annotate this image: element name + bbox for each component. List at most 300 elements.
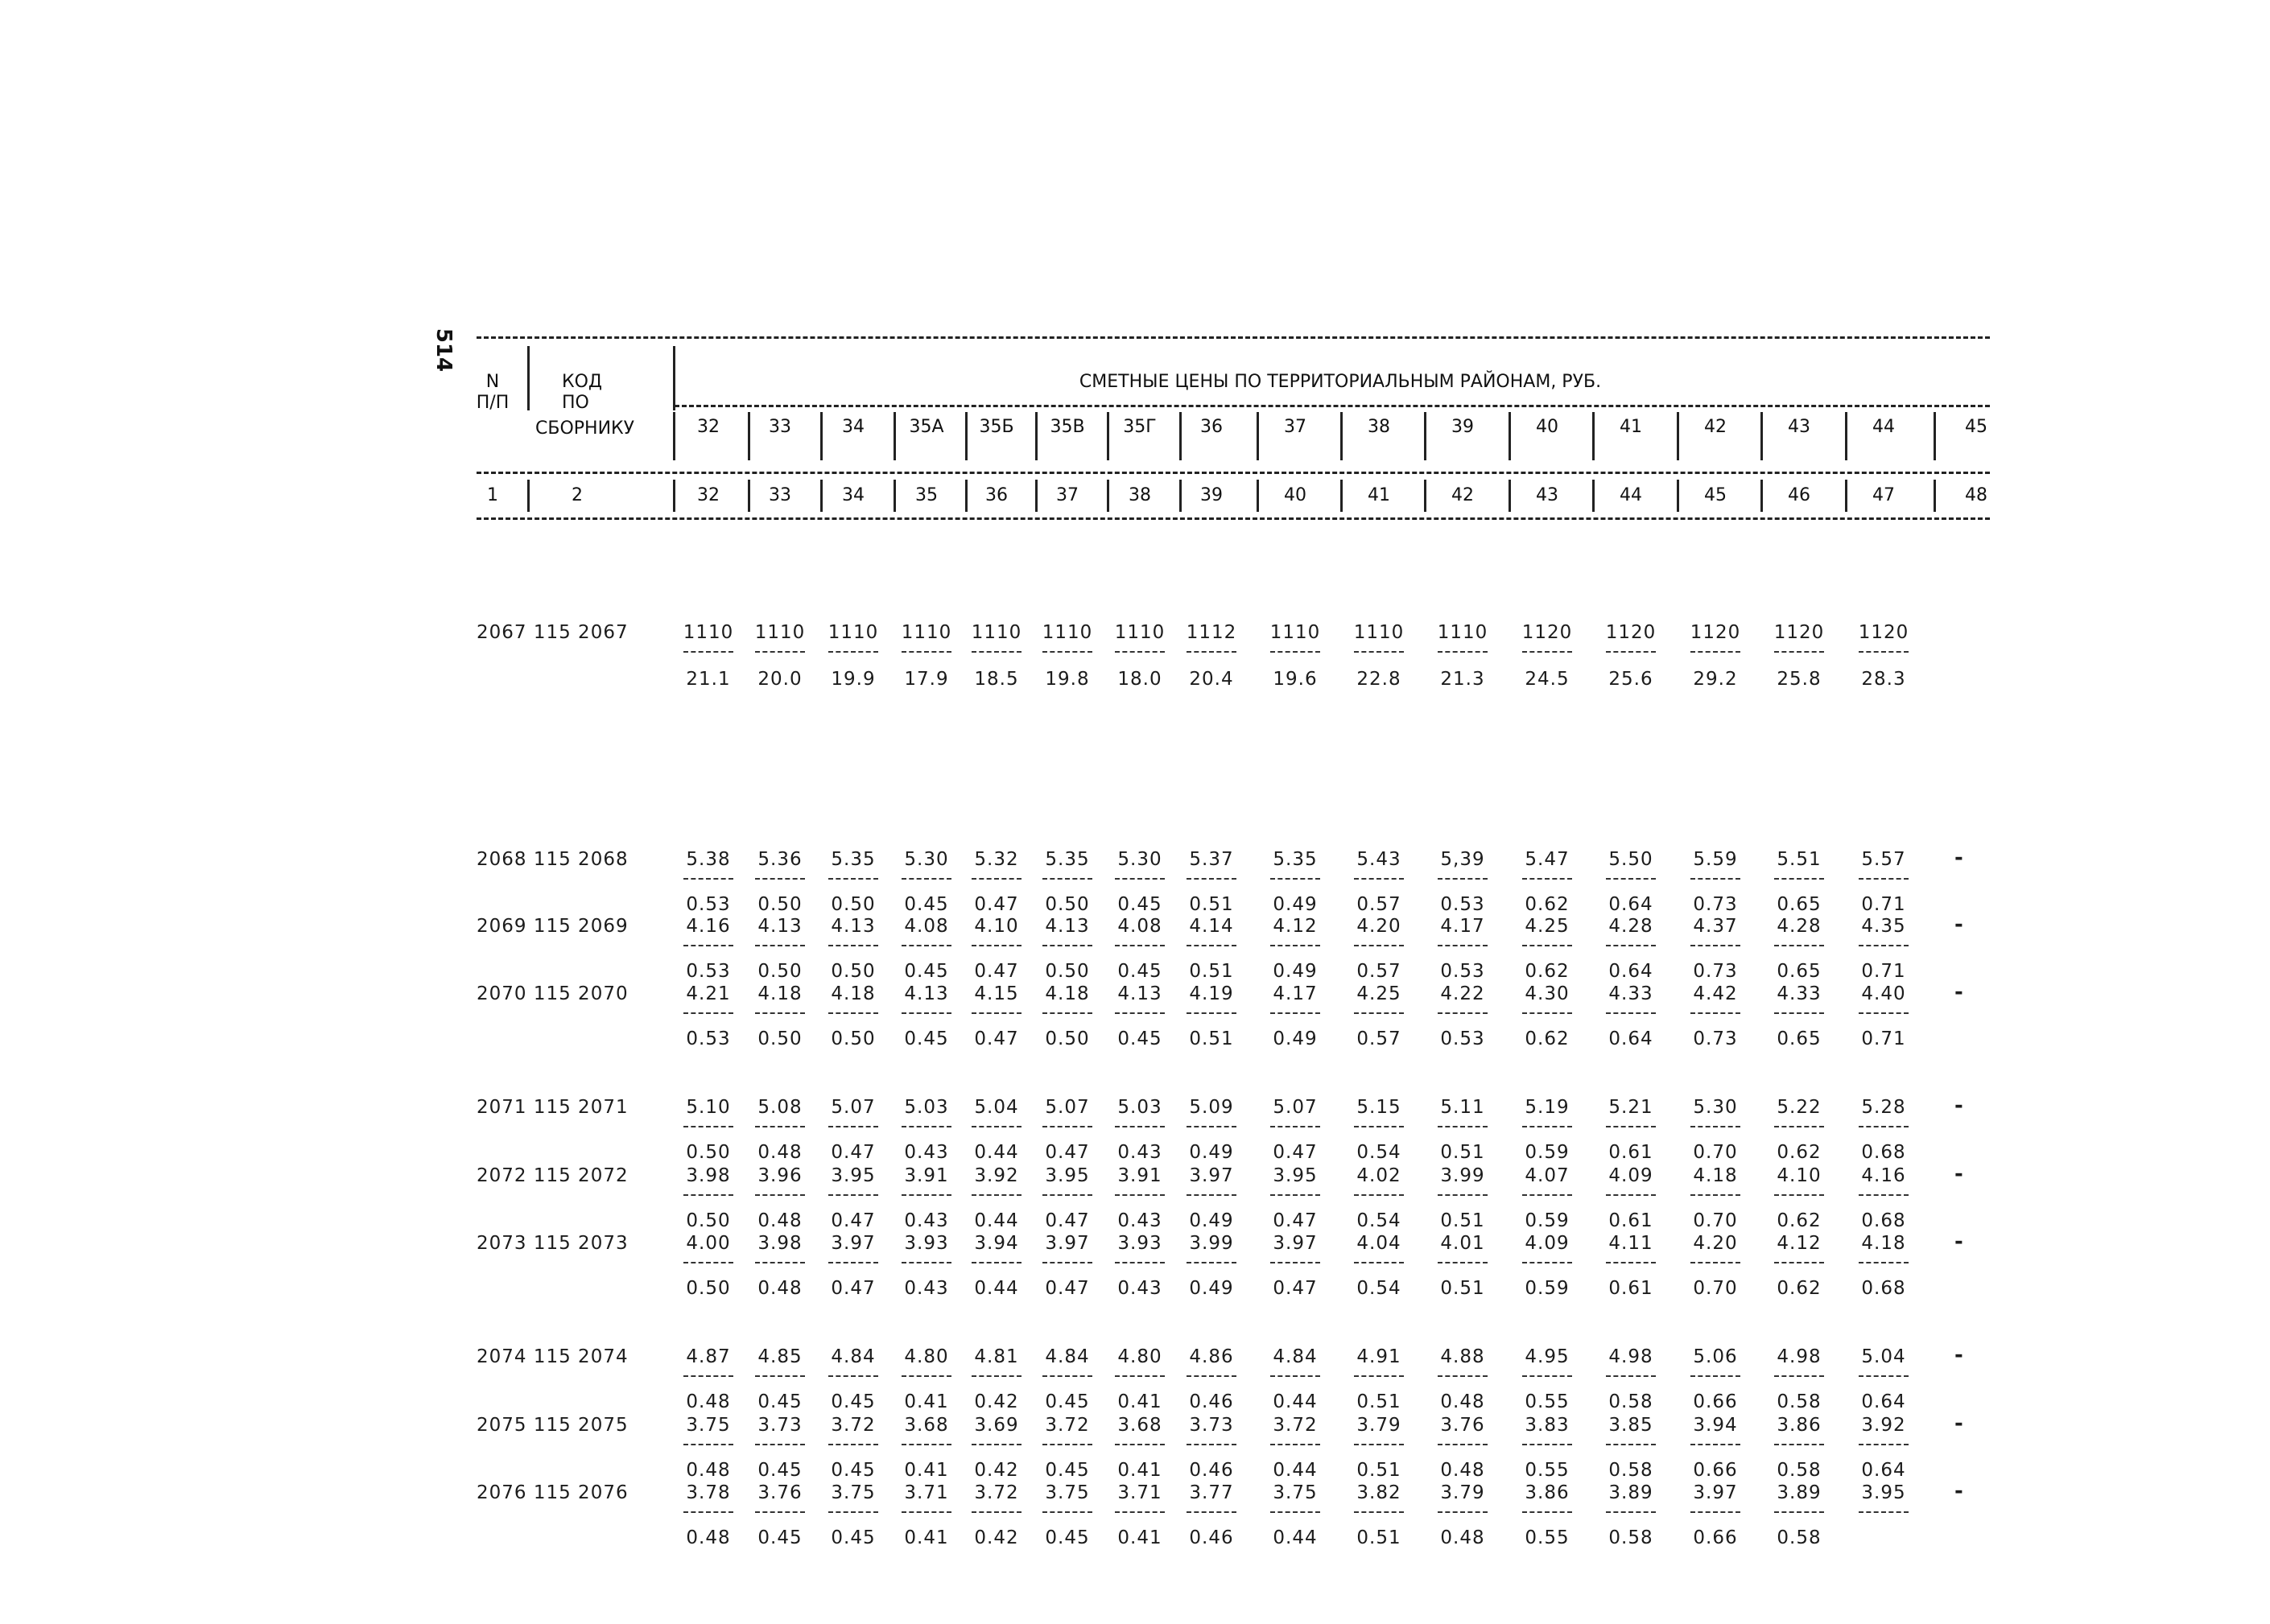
price-value: 4.12 <box>1273 916 1318 937</box>
fraction-line <box>1187 945 1236 946</box>
fraction-line <box>1115 1262 1165 1263</box>
price-subvalue: 0.51 <box>1440 1210 1485 1231</box>
price-value: 4.17 <box>1440 916 1485 937</box>
price-value: 4.00 <box>686 1233 731 1254</box>
price-subvalue: 0.48 <box>686 1391 731 1412</box>
fraction-line <box>683 1126 733 1127</box>
fraction-line <box>1522 1262 1572 1263</box>
fraction-line <box>1042 651 1092 653</box>
fraction-line <box>755 651 805 653</box>
fraction-line <box>1606 1126 1656 1127</box>
price-value: 4.88 <box>1440 1346 1485 1367</box>
price-value: 1110 <box>754 622 806 643</box>
header-index: 41 <box>1368 485 1390 505</box>
price-value: 1110 <box>1042 622 1093 643</box>
page-number: 514 <box>431 328 456 373</box>
fraction-line <box>972 1444 1022 1445</box>
header-index: 36 <box>985 485 1008 505</box>
fraction-line <box>972 878 1022 880</box>
fraction-line <box>1859 1126 1909 1127</box>
fraction-line <box>828 1444 878 1445</box>
price-value: 3.98 <box>686 1165 731 1186</box>
fraction-line <box>1522 1511 1572 1513</box>
price-subvalue: 0.47 <box>1273 1278 1318 1299</box>
header-region: 40 <box>1536 417 1558 437</box>
fraction-line <box>902 945 951 946</box>
price-subvalue: 0.62 <box>1777 1210 1822 1231</box>
price-subvalue: 0.58 <box>1777 1460 1822 1481</box>
fraction-line <box>755 878 805 880</box>
header-divider <box>1257 412 1259 460</box>
price-value: 3.98 <box>757 1233 803 1254</box>
price-value: 3.86 <box>1777 1415 1822 1436</box>
header-region: 38 <box>1368 417 1390 437</box>
fraction-line <box>1354 945 1404 946</box>
price-subvalue: 0.58 <box>1608 1391 1653 1412</box>
price-subvalue: 0.48 <box>1440 1527 1485 1548</box>
price-subvalue: 0.48 <box>686 1527 731 1548</box>
price-value: 3.93 <box>904 1233 949 1254</box>
fraction-line <box>1270 1375 1320 1377</box>
price-subvalue: 0.51 <box>1440 1278 1485 1299</box>
price-subvalue: 0.47 <box>1045 1278 1090 1299</box>
price-value: 5.43 <box>1356 849 1401 870</box>
price-value: 3.82 <box>1356 1482 1401 1503</box>
price-value: 5.36 <box>757 849 803 870</box>
price-subvalue: 18.5 <box>974 669 1019 690</box>
price-value: 4.14 <box>1189 916 1234 937</box>
price-value: 4.25 <box>1356 983 1401 1004</box>
price-value: 4.86 <box>1189 1346 1234 1367</box>
price-value: 4.12 <box>1777 1233 1822 1254</box>
price-value: 4.13 <box>1117 983 1162 1004</box>
header-divider <box>1035 412 1038 460</box>
fraction-line <box>1606 1511 1656 1513</box>
fraction-line <box>972 945 1022 946</box>
fraction-line <box>1115 878 1165 880</box>
header-region: 37 <box>1284 417 1306 437</box>
price-value: 5.06 <box>1693 1346 1738 1367</box>
fraction-line <box>1354 1126 1404 1127</box>
row-code: 2073 115 2073 <box>477 1233 629 1254</box>
price-value: 3.73 <box>757 1415 803 1436</box>
header-divider <box>1760 412 1763 460</box>
price-value: 3.76 <box>757 1482 803 1503</box>
row-code: 2075 115 2075 <box>477 1415 629 1436</box>
price-value: 5.04 <box>974 1097 1019 1118</box>
price-value: 4.40 <box>1861 983 1906 1004</box>
fraction-line <box>1774 651 1824 653</box>
price-value: 4.09 <box>1608 1165 1653 1186</box>
fraction-line <box>683 945 733 946</box>
price-subvalue: 0.68 <box>1861 1142 1906 1163</box>
fraction-line <box>1115 945 1165 946</box>
header-region: 35Г <box>1123 417 1157 437</box>
row-dash-mark: - <box>1954 1094 1963 1118</box>
fraction-line <box>755 1444 805 1445</box>
fraction-line <box>755 945 805 946</box>
fraction-line <box>1690 1444 1740 1445</box>
header-divider-short <box>1934 412 1936 460</box>
fraction-line <box>902 1194 951 1196</box>
fraction-line <box>1115 1012 1165 1014</box>
row-code: 2068 115 2068 <box>477 849 629 870</box>
fraction-line <box>1606 1194 1656 1196</box>
header-divider <box>1107 412 1109 460</box>
price-subvalue: 0.53 <box>686 1028 731 1049</box>
fraction-line <box>1438 1511 1488 1513</box>
price-subvalue: 0.73 <box>1693 894 1738 915</box>
price-subvalue: 19.8 <box>1045 669 1090 690</box>
price-value: 4.84 <box>831 1346 876 1367</box>
price-value: 4.18 <box>757 983 803 1004</box>
price-value: 3.97 <box>1045 1233 1090 1254</box>
price-subvalue: 0.70 <box>1693 1210 1738 1231</box>
row-dash-mark: - <box>1954 1230 1963 1254</box>
fraction-line <box>1438 1262 1488 1263</box>
price-value: 4.16 <box>686 916 731 937</box>
fraction-line <box>683 651 733 653</box>
header-divider <box>1035 480 1038 512</box>
fraction-line <box>1042 878 1092 880</box>
price-value: 4.22 <box>1440 983 1485 1004</box>
price-value: 3.75 <box>831 1482 876 1503</box>
fraction-line <box>828 1262 878 1263</box>
header-divider <box>820 412 823 460</box>
header-mid-rule <box>675 405 1990 407</box>
header-index: 46 <box>1788 485 1810 505</box>
price-value: 4.11 <box>1608 1233 1653 1254</box>
price-value: 3.96 <box>757 1165 803 1186</box>
fraction-line <box>1354 1262 1404 1263</box>
price-value: 5.03 <box>1117 1097 1162 1118</box>
price-subvalue: 0.64 <box>1861 1391 1906 1412</box>
price-subvalue: 0.55 <box>1525 1527 1570 1548</box>
fraction-line <box>1042 1444 1092 1445</box>
header-divider <box>1760 480 1763 512</box>
price-value: 5.08 <box>757 1097 803 1118</box>
price-subvalue: 0.57 <box>1356 894 1401 915</box>
price-subvalue: 0.51 <box>1189 894 1234 915</box>
fraction-line <box>828 1375 878 1377</box>
header-region: 32 <box>697 417 720 437</box>
price-value: 4.08 <box>904 916 949 937</box>
fraction-line <box>1438 1126 1488 1127</box>
price-value: 4.13 <box>831 916 876 937</box>
price-subvalue: 29.2 <box>1693 669 1738 690</box>
price-value: 3.72 <box>1273 1415 1318 1436</box>
price-subvalue: 0.58 <box>1608 1527 1653 1548</box>
fraction-line <box>1187 1262 1236 1263</box>
price-value: 4.85 <box>757 1346 803 1367</box>
price-subvalue: 0.49 <box>1273 894 1318 915</box>
fraction-line <box>1042 945 1092 946</box>
price-subvalue: 0.43 <box>904 1210 949 1231</box>
fraction-line <box>1270 1511 1320 1513</box>
fraction-line <box>1606 651 1656 653</box>
price-value: 3.68 <box>904 1415 949 1436</box>
price-subvalue: 0.64 <box>1608 894 1653 915</box>
fraction-line <box>1270 945 1320 946</box>
price-value: 1110 <box>901 622 952 643</box>
price-subvalue: 0.49 <box>1189 1142 1234 1163</box>
price-value: 4.30 <box>1525 983 1570 1004</box>
fraction-line <box>902 878 951 880</box>
price-subvalue: 0.41 <box>1117 1527 1162 1548</box>
price-value: 3.86 <box>1525 1482 1570 1503</box>
price-value: 4.20 <box>1693 1233 1738 1254</box>
fraction-line <box>1606 1444 1656 1445</box>
price-value: 5.07 <box>1045 1097 1090 1118</box>
price-value: 1110 <box>1114 622 1166 643</box>
price-subvalue: 0.64 <box>1608 961 1653 982</box>
price-subvalue: 0.50 <box>757 1028 803 1049</box>
price-subvalue: 0.45 <box>831 1391 876 1412</box>
price-value: 4.98 <box>1777 1346 1822 1367</box>
price-value: 1120 <box>1521 622 1573 643</box>
price-value: 1110 <box>1437 622 1488 643</box>
fraction-line <box>755 1375 805 1377</box>
fraction-line <box>1115 1194 1165 1196</box>
price-value: 3.71 <box>1117 1482 1162 1503</box>
price-value: 4.13 <box>1045 916 1090 937</box>
fraction-line <box>1270 1444 1320 1445</box>
fraction-line <box>828 651 878 653</box>
price-value: 4.15 <box>974 983 1019 1004</box>
row-dash-mark: - <box>1954 1412 1963 1436</box>
price-value: 5.22 <box>1777 1097 1822 1118</box>
header-index-2: 2 <box>572 485 583 505</box>
price-value: 4.17 <box>1273 983 1318 1004</box>
price-subvalue: 25.8 <box>1777 669 1822 690</box>
price-subvalue: 0.58 <box>1777 1527 1822 1548</box>
price-value: 5.03 <box>904 1097 949 1118</box>
fraction-line <box>755 1126 805 1127</box>
price-subvalue: 0.50 <box>686 1210 731 1231</box>
price-subvalue: 0.43 <box>904 1142 949 1163</box>
price-value: 3.92 <box>1861 1415 1906 1436</box>
fraction-line <box>1522 651 1572 653</box>
fraction-line <box>972 1012 1022 1014</box>
fraction-line <box>1438 1012 1488 1014</box>
header-divider <box>527 346 530 410</box>
price-value: 5.15 <box>1356 1097 1401 1118</box>
price-subvalue: 0.55 <box>1525 1460 1570 1481</box>
price-subvalue: 0.47 <box>1273 1210 1318 1231</box>
price-value: 5,39 <box>1440 849 1485 870</box>
price-value: 3.99 <box>1189 1233 1234 1254</box>
header-divider <box>1845 480 1847 512</box>
fraction-line <box>1438 1444 1488 1445</box>
fraction-line <box>1042 1126 1092 1127</box>
price-subvalue: 0.62 <box>1777 1142 1822 1163</box>
fraction-line <box>1115 1511 1165 1513</box>
fraction-line <box>683 1262 733 1263</box>
header-index: 40 <box>1284 485 1306 505</box>
price-subvalue: 0.50 <box>757 961 803 982</box>
price-value: 4.21 <box>686 983 731 1004</box>
fraction-line <box>1270 1262 1320 1263</box>
price-value: 3.91 <box>1117 1165 1162 1186</box>
fraction-line <box>828 1511 878 1513</box>
fraction-line <box>1187 1194 1236 1196</box>
fraction-line <box>1690 878 1740 880</box>
header-index: 32 <box>697 485 720 505</box>
fraction-line <box>1522 1194 1572 1196</box>
fraction-line <box>1187 878 1236 880</box>
price-value: 4.28 <box>1608 916 1653 937</box>
fraction-line <box>1354 1511 1404 1513</box>
header-divider <box>894 480 896 512</box>
fraction-line <box>1859 1262 1909 1263</box>
header-title: СМЕТНЫЕ ЦЕНЫ ПО ТЕРРИТОРИАЛЬНЫМ РАЙОНАМ, РУБ. <box>1079 372 1602 392</box>
price-subvalue: 0.49 <box>1189 1210 1234 1231</box>
fraction-line <box>1859 1444 1909 1445</box>
price-subvalue: 0.45 <box>757 1460 803 1481</box>
price-subvalue: 0.61 <box>1608 1278 1653 1299</box>
price-subvalue: 0.47 <box>831 1210 876 1231</box>
fraction-line <box>1187 1444 1236 1445</box>
price-value: 3.71 <box>904 1482 949 1503</box>
price-value: 4.10 <box>974 916 1019 937</box>
fraction-line <box>1522 1375 1572 1377</box>
row-code: 2069 115 2069 <box>477 916 629 937</box>
fraction-line <box>1690 651 1740 653</box>
price-value: 5.10 <box>686 1097 731 1118</box>
fraction-line <box>1042 1262 1092 1263</box>
row-dash-mark: - <box>1954 1343 1963 1367</box>
fraction-line <box>1438 651 1488 653</box>
price-subvalue: 0.71 <box>1861 961 1906 982</box>
header-index: 33 <box>769 485 791 505</box>
price-subvalue: 0.64 <box>1861 1460 1906 1481</box>
price-subvalue: 0.47 <box>831 1142 876 1163</box>
price-value: 5.30 <box>1117 849 1162 870</box>
fraction-line <box>972 1126 1022 1127</box>
fraction-line <box>1690 945 1740 946</box>
price-subvalue: 0.50 <box>1045 1028 1090 1049</box>
price-value: 4.02 <box>1356 1165 1401 1186</box>
fraction-line <box>1606 878 1656 880</box>
fraction-line <box>902 1444 951 1445</box>
fraction-line <box>902 1511 951 1513</box>
fraction-line <box>902 1375 951 1377</box>
fraction-line <box>1438 945 1488 946</box>
price-value: 1120 <box>1858 622 1909 643</box>
header-index: 44 <box>1620 485 1642 505</box>
header-region: 43 <box>1788 417 1810 437</box>
price-value: 3.89 <box>1777 1482 1822 1503</box>
fraction-line <box>1774 1126 1824 1127</box>
price-value: 3.79 <box>1356 1415 1401 1436</box>
price-value: 5.47 <box>1525 849 1570 870</box>
fraction-line <box>828 1012 878 1014</box>
price-subvalue: 0.70 <box>1693 1278 1738 1299</box>
price-subvalue: 20.0 <box>757 669 803 690</box>
price-subvalue: 0.53 <box>686 961 731 982</box>
price-value: 4.81 <box>974 1346 1019 1367</box>
price-value: 4.84 <box>1045 1346 1090 1367</box>
price-value: 3.94 <box>974 1233 1019 1254</box>
row-dash-mark: - <box>1954 846 1963 870</box>
fraction-line <box>1438 1194 1488 1196</box>
price-value: 3.72 <box>1045 1415 1090 1436</box>
price-value: 3.79 <box>1440 1482 1485 1503</box>
price-subvalue: 0.44 <box>974 1142 1019 1163</box>
fraction-line <box>1270 651 1320 653</box>
header-divider <box>1592 480 1595 512</box>
price-subvalue: 0.66 <box>1693 1460 1738 1481</box>
fraction-line <box>1115 1444 1165 1445</box>
price-subvalue: 21.3 <box>1440 669 1485 690</box>
price-subvalue: 0.58 <box>1608 1460 1653 1481</box>
price-value: 3.93 <box>1117 1233 1162 1254</box>
header-region: 39 <box>1451 417 1474 437</box>
fraction-line <box>1690 1262 1740 1263</box>
header-col-code: СБОРНИКУ <box>535 418 635 439</box>
price-value: 3.95 <box>1045 1165 1090 1186</box>
fraction-line <box>902 1126 951 1127</box>
fraction-line <box>683 1444 733 1445</box>
price-value: 4.18 <box>1693 1165 1738 1186</box>
fraction-line <box>1042 1375 1092 1377</box>
fraction-line <box>1187 1126 1236 1127</box>
fraction-line <box>1690 1012 1740 1014</box>
header-divider <box>1179 412 1182 460</box>
price-value: 3.75 <box>1045 1482 1090 1503</box>
price-subvalue: 0.57 <box>1356 1028 1401 1049</box>
fraction-line <box>1522 1444 1572 1445</box>
price-subvalue: 0.50 <box>1045 894 1090 915</box>
price-subvalue: 0.50 <box>686 1142 731 1163</box>
price-subvalue: 0.53 <box>686 894 731 915</box>
fraction-line <box>1438 1375 1488 1377</box>
fraction-line <box>755 1012 805 1014</box>
fraction-line <box>972 1262 1022 1263</box>
fraction-line <box>1774 1511 1824 1513</box>
price-value: 5.21 <box>1608 1097 1653 1118</box>
fraction-line <box>1606 1262 1656 1263</box>
price-subvalue: 0.45 <box>1045 1527 1090 1548</box>
price-subvalue: 0.42 <box>974 1460 1019 1481</box>
price-value: 4.19 <box>1189 983 1234 1004</box>
price-value: 4.80 <box>1117 1346 1162 1367</box>
header-col-code: ПО <box>562 393 589 413</box>
row-code: 2074 115 2074 <box>477 1346 629 1367</box>
header-divider <box>1845 412 1847 460</box>
price-subvalue: 0.54 <box>1356 1142 1401 1163</box>
fraction-line <box>972 1375 1022 1377</box>
price-value: 3.95 <box>1861 1482 1906 1503</box>
price-value: 5.32 <box>974 849 1019 870</box>
price-subvalue: 0.71 <box>1861 894 1906 915</box>
header-divider <box>673 346 675 410</box>
price-value: 4.04 <box>1356 1233 1401 1254</box>
price-value: 5.50 <box>1608 849 1653 870</box>
price-subvalue: 0.51 <box>1189 961 1234 982</box>
price-value: 3.89 <box>1608 1482 1653 1503</box>
fraction-line <box>828 1126 878 1127</box>
header-divider <box>965 412 968 460</box>
fraction-line <box>1774 945 1824 946</box>
price-subvalue: 0.62 <box>1525 1028 1570 1049</box>
price-subvalue: 0.45 <box>831 1527 876 1548</box>
price-value: 4.18 <box>1045 983 1090 1004</box>
price-subvalue: 0.55 <box>1525 1391 1570 1412</box>
fraction-line <box>1522 945 1572 946</box>
row-dash-mark: - <box>1954 980 1963 1004</box>
header-divider <box>820 480 823 512</box>
